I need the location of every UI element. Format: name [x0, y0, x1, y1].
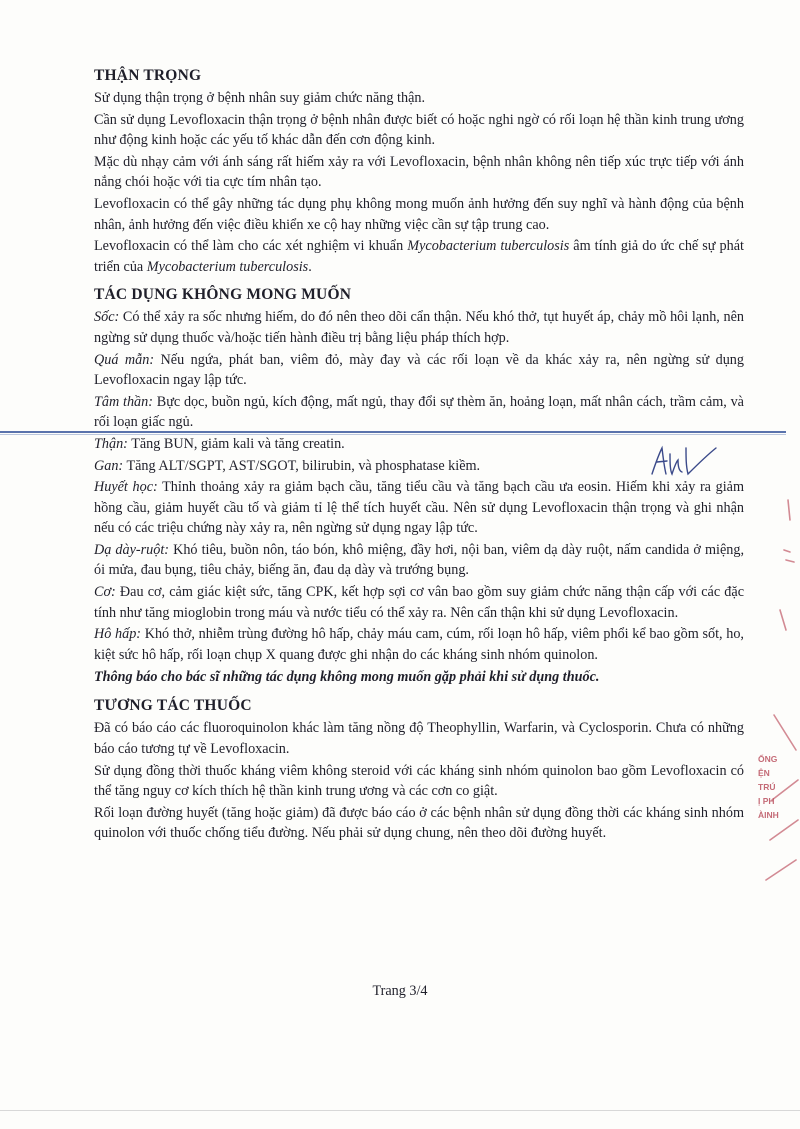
- text: âm tính giả do ức chế sự phát triển của: [94, 238, 744, 275]
- caution-paragraph: Levofloxacin có thể gây những tác dụng phụ không mong muốn ảnh hưởng đến suy nghĩ và hành động của bệnh nhân, ảnh hưởng đến việc điều khiển xe cộ hay những việc cần sự tập trung cao.: [94, 195, 744, 233]
- adverse-text: Nếu ngứa, phát ban, viêm đỏ, mày đay và các rối loạn về da khác xảy ra, nên ngừng sử dụng Levofloxacin ngay lập tức.: [94, 351, 744, 389]
- stamp-text: ỆN: [758, 768, 770, 778]
- adverse-label: Thận:: [94, 435, 128, 452]
- adverse-text: Tăng ALT/SGPT, AST/SGOT, bilirubin, và phosphatase kiềm.: [123, 457, 481, 474]
- text: .: [308, 258, 312, 275]
- heading-interactions: TƯƠNG TÁC THUỐC: [94, 697, 252, 715]
- signature-initials: [648, 444, 718, 478]
- stamp-edge-marks: [760, 480, 800, 900]
- adverse-label: Hô hấp:: [94, 626, 142, 643]
- caution-paragraph: Sử dụng thận trọng ở bệnh nhân suy giảm chức năng thận.: [94, 90, 426, 106]
- stamp-text: TRÚ: [758, 782, 776, 792]
- adverse-label: Tâm thần:: [94, 393, 153, 410]
- adverse-item: [94, 540, 744, 581]
- interaction-paragraph: Sử dụng đồng thời thuốc kháng viêm không steroid với các kháng sinh nhóm quinolon bao gồm Levofloxacin có thể tăng nguy cơ kích thích hệ thần kinh trung ương và các cơn co giật.: [94, 762, 744, 800]
- adverse-item: [94, 582, 744, 623]
- caution-paragraph: Mặc dù nhạy cảm với ánh sáng rất hiếm xảy ra với Levofloxacin, bệnh nhân không nên tiếp xúc trực tiếp với ánh nắng chói hoặc với tia cực tím nhân tạo.: [94, 153, 744, 191]
- adverse-text: Khó tiêu, buồn nôn, táo bón, khô miệng, đầy hơi, nội ban, viêm dạ dày ruột, nấm candida ở miệng, ói mửa, đau bụng, tiêu chảy, biếng ăn, đau dạ dày và trướng bụng.: [94, 541, 744, 579]
- page-bottom-line: [0, 1110, 800, 1111]
- interaction-paragraph: Đã có báo cáo các fluoroquinolon khác làm tăng nồng độ Theophyllin, Warfarin, và Cyclosporin. Chưa có những báo cáo tương tự về Levofloxacin.: [94, 720, 744, 758]
- adverse-label: Gan:: [94, 457, 124, 474]
- adverse-label: Huyết học:: [94, 479, 158, 496]
- adverse-label: Cơ:: [94, 584, 116, 601]
- caution-paragraph: Cần sử dụng Levofloxacin thận trọng ở bệnh nhân được biết có hoặc nghi ngờ có rối loạn hệ thần kinh trung ương như động kinh hoặc các yếu tố khác dẫn đến cơn động kinh.: [94, 111, 744, 149]
- adverse-item: [94, 434, 744, 455]
- stamp-text: Ị PH: [758, 796, 775, 806]
- heading-adverse: TÁC DỤNG KHÔNG MONG MUỐN: [94, 286, 352, 304]
- organism-name: Mycobacterium tuberculosis: [407, 238, 570, 255]
- text: Levofloxacin có thể làm cho các xét nghiệm vi khuẩn: [94, 238, 408, 255]
- adverse-item: [94, 477, 744, 539]
- stamp-text: ỐNG: [758, 754, 778, 764]
- adverse-text: Tăng BUN, giảm kali và tăng creatin.: [127, 435, 345, 452]
- adverse-item: [94, 307, 744, 348]
- stamp-text: ÀINH: [758, 810, 779, 820]
- adverse-item: [94, 456, 744, 477]
- adverse-text: Khó thở, nhiễm trùng đường hô hấp, chảy máu cam, cúm, rối loạn hô hấp, viêm phổi kể bao gồm sốt, ho, kiệt sức hô hấp, rối loạn chụp X quang được ghi nhận do các kháng sinh nhóm quinolon.: [94, 626, 744, 663]
- adverse-label: Quá mẫn:: [94, 351, 155, 368]
- adverse-text: Thỉnh thoảng xảy ra giảm bạch cầu, tăng tiểu cầu và tăng bạch cầu ưa eosin. Hiếm khi xảy ra giảm hồng cầu, giảm huyết cầu tố và giảm tỉ lệ thể tích huyết cầu. Nên sử dụng Levofloxacin thận trọng và ghi nhận nếu có các triệu chứng này xảy ra, nên ngừng sử dụng ngay lập tức.: [94, 479, 744, 537]
- page-number: Trang 3/4: [372, 983, 428, 999]
- adverse-item: [94, 392, 744, 433]
- adverse-note: Thông báo cho bác sĩ những tác dụng không mong muốn gặp phải khi sử dụng thuốc.: [94, 669, 600, 686]
- organism-name: Mycobacterium tuberculosis: [146, 258, 309, 275]
- heading-caution: THẬN TRỌNG: [94, 67, 202, 84]
- interaction-paragraph: Rối loạn đường huyết (tăng hoặc giảm) đã được báo cáo ở các bệnh nhân sử dụng đồng thời các kháng sinh nhóm quinolon với thuốc chống tiểu đường. Nếu phải sử dụng chung, nên theo dõi đường huyết.: [94, 804, 744, 842]
- adverse-label: Sốc:: [94, 309, 120, 326]
- adverse-text: Có thể xảy ra sốc nhưng hiếm, do đó nên theo dõi cẩn thận. Nếu khó thở, tụt huyết áp, chảy mồ hôi lạnh, nên ngừng sử dụng thuốc và/hoặc tiến hành điều trị bằng liệu pháp thích hợp.: [94, 309, 744, 346]
- adverse-item: [94, 350, 744, 391]
- caution-paragraph-tb: [94, 236, 744, 277]
- adverse-text: Đau cơ, cảm giác kiệt sức, tăng CPK, kết hợp sợi cơ vân bao gồm suy giảm chức năng thận cấp với các đặc tính như tăng mioglobin trong máu và nước tiểu có thể xảy ra. Nên cẩn thận khi sử dụng Levofloxacin.: [94, 584, 744, 621]
- adverse-item: [94, 624, 744, 665]
- adverse-label: Dạ dày-ruột:: [94, 541, 170, 558]
- adverse-text: Bực dọc, buồn ngủ, kích động, mất ngủ, thay đổi sự thèm ăn, hoảng loạn, mất nhân cách, trầm cảm, và rối loạn giấc ngủ.: [94, 393, 744, 431]
- document-page: [94, 66, 744, 845]
